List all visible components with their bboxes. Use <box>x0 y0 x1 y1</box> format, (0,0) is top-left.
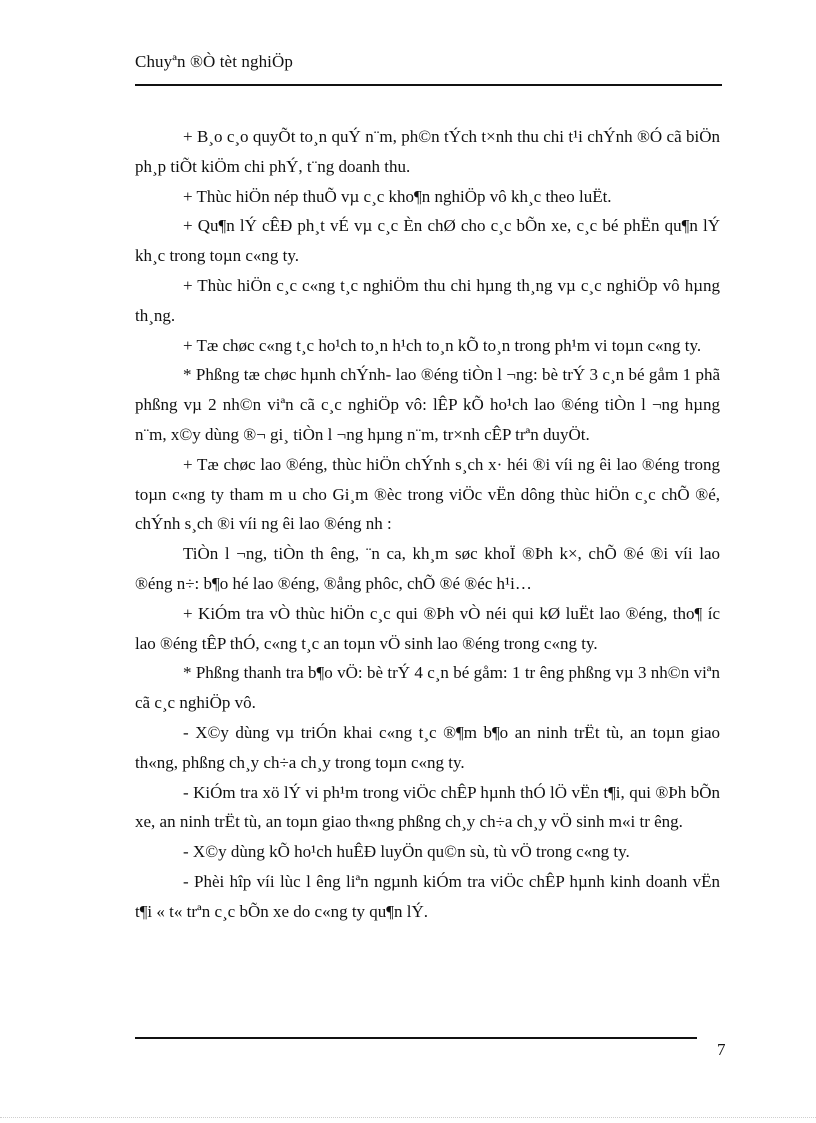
paragraph: * Phßng tæ chøc hµnh chÝnh- lao ®éng tiÒn l ¬ng: bè trÝ 3 c¸n bé gåm 1 phã phßng vµ 2 nh©n viªn cã c¸c nghiÖp vô: lÊP kÕ ho¹ch lao ®éng tiÒn l ¬ng hµng n¨m, x©y dùng ®¬ gi¸ tiÒn l ¬ng hµng n¨m, tr×nh cÊP trªn duyÖt. <box>135 365 720 444</box>
paragraph: + B¸o c¸o quyÕt to¸n quÝ n¨m, ph©n tÝch t×nh thu chi t¹i chÝnh ®Ó cã biÖn ph¸p tiÕt kiÖm chi phÝ, t¨ng doanh thu. <box>135 127 720 176</box>
paragraph: + Thùc hiÖn c¸c c«ng t¸c nghiÖm thu chi hµng th¸ng vµ c¸c nghiÖp vô hµng th¸ng. <box>135 275 720 325</box>
paragraph: + KiÓm tra vÒ thùc hiÖn c¸c qui ®Þh vÒ néi qui kØ luËt lao ®éng, tho¶ íc lao ®éng tÊP thÓ, c«ng t¸c an toµn vÖ sinh lao ®éng trong c«ng ty. <box>135 603 720 653</box>
page-edge-divider <box>0 1117 816 1118</box>
paragraph: + Tæ chøc c«ng t¸c ho¹ch to¸n h¹ch to¸n kÕ to¸n trong ph¹m vi toµn c«ng ty. <box>183 335 702 355</box>
body-text <box>135 122 720 927</box>
paragraph: + Tæ chøc lao ®éng, thùc hiÖn chÝnh s¸ch x· héi ®i víi ng êi lao ®éng trong toµn c«ng ty tham m u cho Gi¸m ®èc trong viÖc vËn dông thùc hiÖn c¸c chÕ ®é, chÝnh s¸ch ®i víi ng êi lao ®éng nh : <box>135 454 720 534</box>
paragraph: - X©y dùng vµ triÓn khai c«ng t¸c ®¶m b¶o an ninh trËt tù, an toµn giao th«ng, phßng ch¸y ch÷a ch¸y trong toµn c«ng ty. <box>135 722 720 772</box>
page-header-title: Chuyªn ®Ò tèt nghiÖp <box>135 52 293 71</box>
paragraph: - KiÓm tra xö lÝ vi ph¹m trong viÖc chÊP hµnh thÓ lÖ vËn t¶i, qui ®Þh bÕn xe, an ninh trËt tù, an toµn giao th«ng phßng ch¸y ch÷a ch¸y vÖ sinh m«i tr êng. <box>135 782 720 832</box>
paragraph: + Thùc hiÖn nép thuÕ vµ c¸c kho¶n nghiÖp vô kh¸c theo luËt. <box>183 186 612 206</box>
paragraph: - Phèi hîp víi lùc l êng liªn ngµnh kiÓm tra viÖc chÊP hµnh kinh doanh vËn t¶i « t« trªn c¸c bÕn xe do c«ng ty qu¶n lÝ. <box>135 871 720 921</box>
paragraph: TiÒn l ¬ng, tiÒn th êng, ¨n ca, kh¸m søc khoÏ ®Þh k×, chÕ ®é ®i víi lao ®éng n÷: b¶o hé lao ®éng, ®ång phôc, chÕ ®é ®éc h¹i… <box>135 544 720 593</box>
footer-divider <box>135 1037 697 1039</box>
header-divider <box>135 84 722 86</box>
page-number: 7 <box>717 1040 726 1059</box>
paragraph: * Phßng thanh tra b¶o vÖ: bè trÝ 4 c¸n bé gåm: 1 tr êng phßng vµ 3 nh©n viªn cã c¸c nghiÖp vô. <box>135 663 720 713</box>
paragraph: + Qu¶n lÝ cÊÐ ph¸t vÉ vµ c¸c Èn chØ cho c¸c bÕn xe, c¸c bé phËn qu¶n lÝ kh¸c trong toµn c«ng ty. <box>135 216 720 266</box>
paragraph: - X©y dùng kÕ ho¹ch huÊÐ luyÖn qu©n sù, tù vÖ trong c«ng ty. <box>183 842 630 862</box>
